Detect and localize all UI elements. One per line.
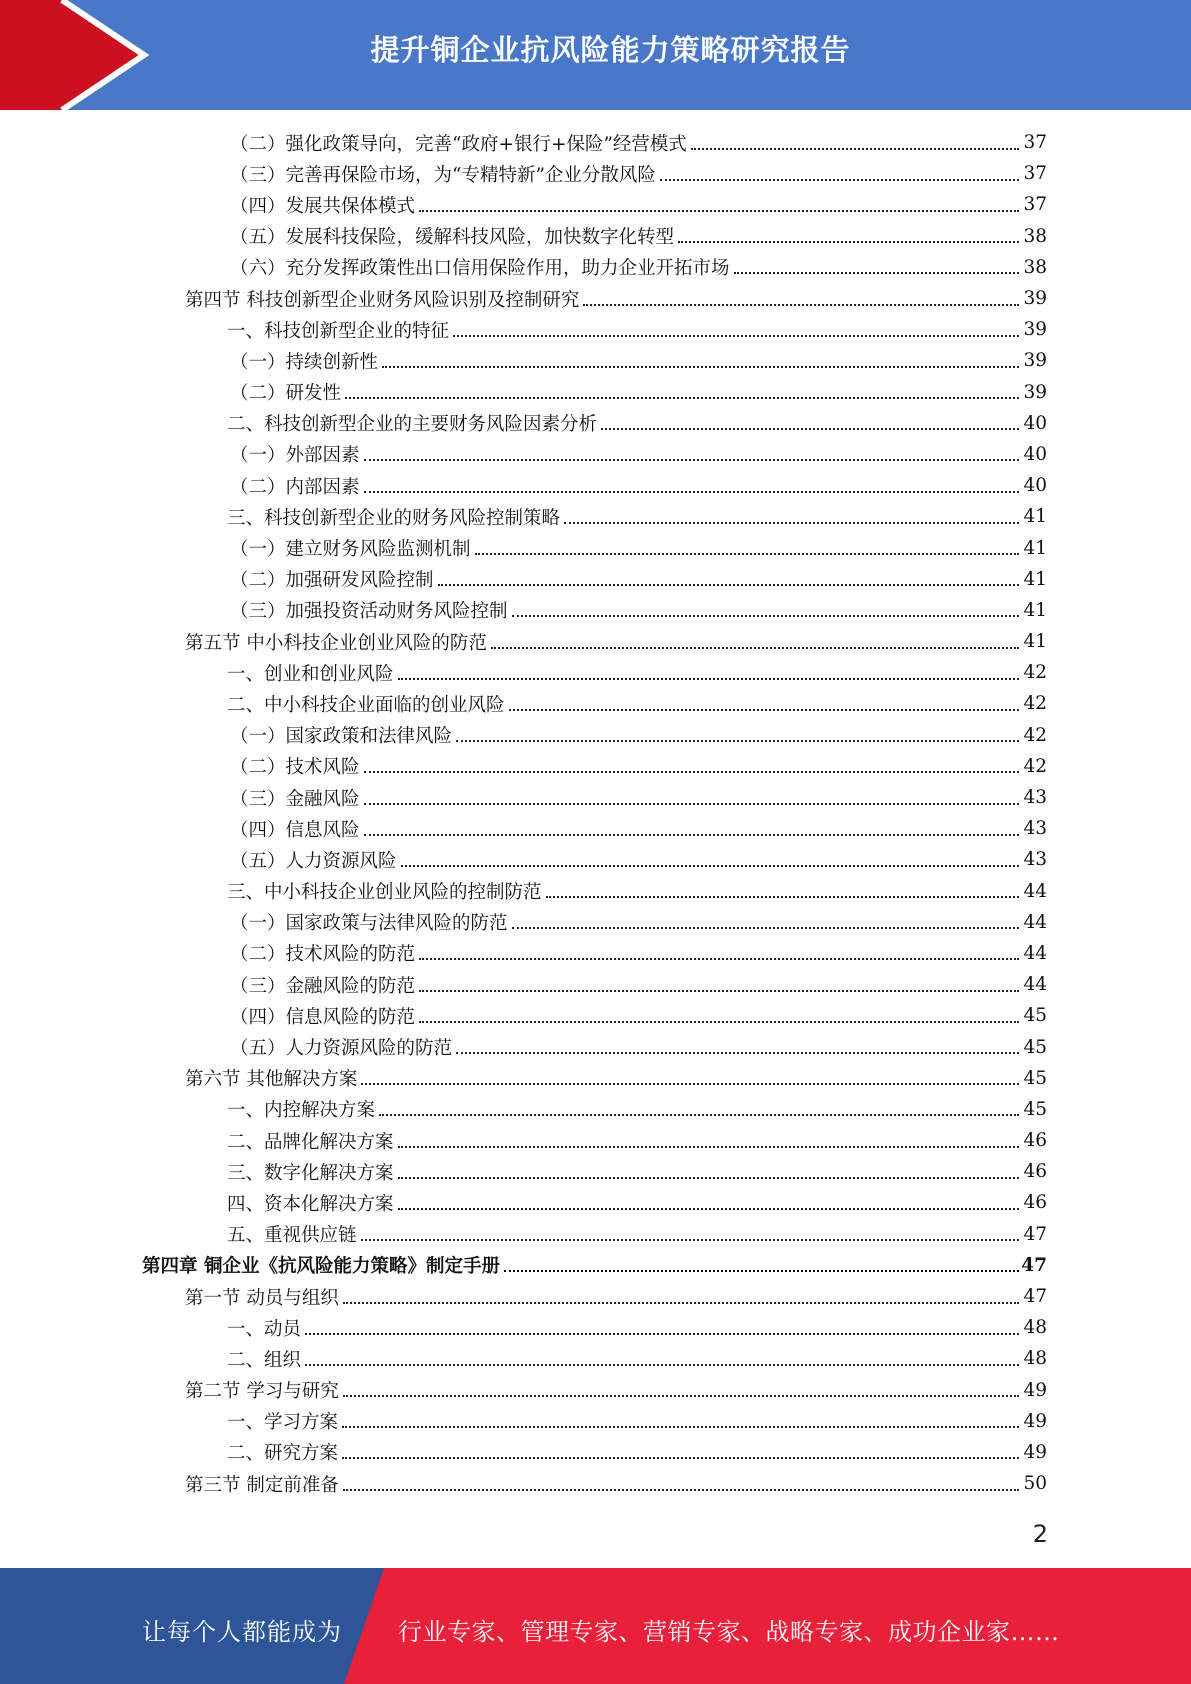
toc-leader-dots — [401, 865, 1019, 867]
toc-entry-page: 37 — [1023, 194, 1047, 216]
toc-entry-page: 39 — [1023, 381, 1047, 403]
toc-entry-page: 43 — [1023, 818, 1047, 840]
toc-entry[interactable] — [0, 969, 1191, 1000]
toc-entry[interactable] — [0, 1406, 1191, 1437]
toc-entry-page: 49 — [1023, 1379, 1047, 1401]
toc-entry[interactable] — [0, 1094, 1191, 1125]
toc-entry[interactable] — [0, 439, 1191, 470]
toc-entry[interactable] — [0, 626, 1191, 657]
toc-entry-page: 46 — [1023, 1161, 1047, 1183]
toc-entry[interactable] — [0, 1063, 1191, 1094]
toc-entry-label: 二、组织 — [227, 1349, 302, 1371]
toc-entry-page: 40 — [1023, 412, 1047, 434]
toc-entry-label: （五）人力资源风险 — [230, 850, 397, 872]
toc-leader-dots — [601, 428, 1019, 430]
toc-leader-dots — [364, 771, 1019, 773]
toc-entry-page: 45 — [1023, 1098, 1047, 1120]
toc-entry[interactable] — [0, 1000, 1191, 1031]
toc-entry-label: 二、研究方案 — [227, 1443, 339, 1465]
footer-slogan-left: 让每个人都能成为 — [142, 1618, 342, 1646]
toc-leader-dots — [305, 1333, 1019, 1335]
toc-entry-page: 41 — [1023, 631, 1047, 653]
toc-entry-page: 45 — [1023, 1067, 1047, 1089]
toc-entry-page: 42 — [1023, 724, 1047, 746]
toc-entry-label: 二、品牌化解决方案 — [227, 1131, 394, 1153]
toc-entry-page: 48 — [1023, 1317, 1047, 1339]
toc-entry[interactable] — [0, 345, 1191, 376]
toc-leader-dots — [419, 210, 1019, 212]
toc-entry-label: （二）技术风险 — [230, 757, 360, 779]
toc-entry-label: （三）完善再保险市场，为“专精特新”企业分散风险 — [230, 164, 656, 186]
toc-entry-page: 44 — [1023, 880, 1047, 902]
toc-entry-label: （一）外部因素 — [230, 445, 360, 467]
toc-entry-page: 39 — [1023, 288, 1047, 310]
toc-entry-page: 40 — [1023, 475, 1047, 497]
toc-entry-page: 42 — [1023, 755, 1047, 777]
toc-leader-dots — [583, 304, 1019, 306]
toc-entry[interactable] — [0, 657, 1191, 688]
toc-entry-page: 42 — [1023, 693, 1047, 715]
toc-entry-label: 三、科技创新型企业的财务风险控制策略 — [227, 507, 561, 529]
toc-entry[interactable] — [0, 221, 1191, 252]
toc-entry[interactable] — [0, 501, 1191, 532]
page-header — [0, 0, 1191, 110]
toc-entry-page: 41 — [1023, 599, 1047, 621]
toc-entry-page: 47 — [1023, 1286, 1047, 1308]
toc-entry[interactable] — [0, 1281, 1191, 1312]
toc-entry[interactable] — [0, 127, 1191, 158]
toc-entry-label: （二）内部因素 — [230, 476, 360, 498]
toc-entry-label: 一、学习方案 — [227, 1412, 339, 1434]
toc-leader-dots — [345, 397, 1019, 399]
toc-leader-dots — [364, 491, 1019, 493]
toc-entry-page: 43 — [1023, 787, 1047, 809]
toc-entry[interactable] — [0, 907, 1191, 938]
toc-leader-dots — [342, 1457, 1019, 1459]
toc-entry-page: 46 — [1023, 1192, 1047, 1214]
toc-entry-page: 39 — [1023, 350, 1047, 372]
toc-leader-dots — [364, 834, 1019, 836]
toc-leader-dots — [342, 1426, 1019, 1428]
toc-leader-dots — [361, 1239, 1019, 1241]
toc-entry-label: 一、内控解决方案 — [227, 1100, 376, 1122]
toc-entry[interactable] — [0, 470, 1191, 501]
toc-entry[interactable] — [0, 844, 1191, 875]
toc-entry[interactable] — [0, 189, 1191, 220]
toc-entry-page: 50 — [1023, 1473, 1047, 1495]
toc-entry[interactable] — [0, 876, 1191, 907]
toc-leader-dots — [512, 615, 1019, 617]
toc-entry-label: 第六节 其他解决方案 — [185, 1069, 358, 1091]
toc-entry-label: （一）建立财务风险监测机制 — [230, 539, 471, 561]
toc-entry[interactable] — [0, 408, 1191, 439]
toc-entry[interactable] — [0, 720, 1191, 751]
toc-entry[interactable] — [0, 1437, 1191, 1468]
toc-entry-label: （六）充分发挥政策性出口信用保险作用，助力企业开拓市场 — [230, 258, 730, 280]
toc-entry[interactable] — [0, 314, 1191, 345]
toc-entry[interactable] — [0, 938, 1191, 969]
toc-leader-dots — [364, 803, 1019, 805]
toc-entry-page: 48 — [1023, 1348, 1047, 1370]
toc-entry-label: （二）强化政策导向，完善“政府+银行+保险”经营模式 — [230, 133, 687, 155]
toc-leader-dots — [456, 1052, 1019, 1054]
toc-entry[interactable] — [0, 1343, 1191, 1374]
toc-entry[interactable] — [0, 1219, 1191, 1250]
toc-leader-dots — [509, 709, 1019, 711]
toc-leader-dots — [361, 1083, 1019, 1085]
toc-entry-label: （四）信息风险 — [230, 819, 360, 841]
toc-entry-label: 第四章 铜企业《抗风险能力策略》制定手册 — [142, 1256, 500, 1278]
toc-entry-label: 第五节 中小科技企业创业风险的防范 — [185, 632, 487, 654]
toc-entry-page: 37 — [1023, 132, 1047, 154]
toc-leader-dots — [419, 958, 1019, 960]
toc-entry-label: 第一节 动员与组织 — [185, 1287, 339, 1309]
toc-leader-dots — [438, 584, 1019, 586]
toc-entry[interactable] — [0, 1468, 1191, 1499]
toc-leader-dots — [475, 553, 1019, 555]
toc-leader-dots — [305, 1364, 1019, 1366]
toc-entry-label: （二）技术风险的防范 — [230, 944, 416, 966]
toc-entry[interactable] — [0, 782, 1191, 813]
toc-entry-label: 三、中小科技企业创业风险的控制防范 — [227, 882, 542, 904]
toc-leader-dots — [382, 366, 1019, 368]
toc-leader-dots — [379, 1114, 1019, 1116]
toc-entry-label: 第二节 学习与研究 — [185, 1381, 339, 1403]
toc-entry-label: （五）人力资源风险的防范 — [230, 1038, 453, 1060]
toc-entry-label: （一）持续创新性 — [230, 351, 379, 373]
toc-entry-label: 第三节 制定前准备 — [185, 1474, 339, 1496]
toc-leader-dots — [343, 1395, 1019, 1397]
toc-entry-page: 41 — [1023, 537, 1047, 559]
toc-leader-dots — [660, 179, 1019, 181]
toc-entry-label: 第四节 科技创新型企业财务风险识别及控制研究 — [185, 289, 580, 311]
toc-entry-label: （二）研发性 — [230, 383, 342, 405]
toc-leader-dots — [398, 678, 1019, 680]
toc-entry[interactable] — [0, 595, 1191, 626]
toc-entry[interactable] — [0, 1375, 1191, 1406]
toc-entry-page: 40 — [1023, 443, 1047, 465]
toc-entry-label: （二）加强研发风险控制 — [230, 570, 434, 592]
toc-leader-dots — [398, 1208, 1019, 1210]
toc-entry-label: （一）国家政策和法律风险 — [230, 726, 453, 748]
toc-entry-page: 41 — [1023, 506, 1047, 528]
toc-entry-page: 44 — [1023, 911, 1047, 933]
toc-leader-dots — [678, 241, 1019, 243]
toc-entry-page: 37 — [1023, 163, 1047, 185]
page-footer — [0, 1568, 1191, 1684]
toc-entry-page: 46 — [1023, 1130, 1047, 1152]
toc-leader-dots — [364, 459, 1019, 461]
toc-entry-page: 49 — [1023, 1410, 1047, 1432]
toc-entry[interactable] — [0, 377, 1191, 408]
toc-entry-page: 44 — [1023, 974, 1047, 996]
toc-leader-dots — [546, 896, 1019, 898]
toc-leader-dots — [419, 990, 1019, 992]
table-of-contents — [0, 127, 1191, 1499]
toc-entry-label: 五、重视供应链 — [227, 1225, 357, 1247]
toc-entry-page: 44 — [1023, 942, 1047, 964]
toc-entry-label: （五）发展科技保险，缓解科技风险，加快数字化转型 — [230, 227, 675, 249]
toc-entry-page: 45 — [1023, 1005, 1047, 1027]
toc-entry-label: （四）信息风险的防范 — [230, 1006, 416, 1028]
toc-entry-label: （四）发展共保体模式 — [230, 195, 416, 217]
toc-entry-label: （三）金融风险 — [230, 788, 360, 810]
toc-entry-page: 47 — [1023, 1223, 1047, 1245]
toc-entry-page: 47 — [1021, 1254, 1047, 1276]
toc-entry[interactable] — [0, 252, 1191, 283]
toc-entry-label: 一、科技创新型企业的特征 — [227, 320, 450, 342]
toc-entry-label: 二、中小科技企业面临的创业风险 — [227, 694, 505, 716]
toc-leader-dots — [419, 1021, 1019, 1023]
toc-leader-dots — [564, 522, 1019, 524]
toc-entry[interactable] — [0, 1031, 1191, 1062]
footer-slogan-right: 行业专家、管理专家、营销专家、战略专家、成功企业家…… — [398, 1618, 1060, 1646]
toc-entry-page: 49 — [1023, 1441, 1047, 1463]
toc-leader-dots — [691, 148, 1019, 150]
toc-entry-page: 38 — [1023, 256, 1047, 278]
toc-leader-dots — [504, 1270, 1019, 1272]
toc-leader-dots — [398, 1146, 1019, 1148]
toc-leader-dots — [512, 927, 1019, 929]
toc-entry[interactable] — [0, 1187, 1191, 1218]
toc-entry-label: （三）金融风险的防范 — [230, 975, 416, 997]
toc-entry-page: 39 — [1023, 319, 1047, 341]
toc-entry[interactable] — [0, 283, 1191, 314]
toc-entry-page: 45 — [1023, 1036, 1047, 1058]
toc-entry[interactable] — [0, 532, 1191, 563]
toc-entry-label: 四、资本化解决方案 — [227, 1193, 394, 1215]
toc-entry[interactable] — [0, 1156, 1191, 1187]
toc-entry-label: （三）加强投资活动财务风险控制 — [230, 601, 508, 623]
toc-entry[interactable] — [0, 813, 1191, 844]
toc-leader-dots — [343, 1489, 1019, 1491]
toc-entry-label: 三、数字化解决方案 — [227, 1162, 394, 1184]
document-title: 提升铜企业抗风险能力策略研究报告 — [370, 33, 851, 67]
toc-entry-label: 二、科技创新型企业的主要财务风险因素分析 — [227, 414, 598, 436]
toc-leader-dots — [734, 272, 1019, 274]
toc-leader-dots — [343, 1302, 1019, 1304]
toc-leader-dots — [456, 740, 1019, 742]
toc-entry-page: 42 — [1023, 662, 1047, 684]
toc-entry[interactable] — [0, 1125, 1191, 1156]
toc-entry-page: 41 — [1023, 568, 1047, 590]
toc-entry-label: 一、动员 — [227, 1318, 302, 1340]
toc-entry[interactable] — [0, 688, 1191, 719]
toc-entry-label: （一）国家政策与法律风险的防范 — [230, 913, 508, 935]
toc-entry[interactable] — [0, 158, 1191, 189]
toc-leader-dots — [491, 647, 1019, 649]
toc-entry-page: 43 — [1023, 849, 1047, 871]
toc-entry[interactable] — [0, 564, 1191, 595]
page-number: 2 — [1032, 1520, 1048, 1548]
toc-leader-dots — [453, 335, 1019, 337]
toc-leader-dots — [398, 1177, 1019, 1179]
toc-entry-label: 一、创业和创业风险 — [227, 663, 394, 685]
toc-entry[interactable] — [0, 1250, 1191, 1281]
toc-entry[interactable] — [0, 751, 1191, 782]
toc-entry[interactable] — [0, 1312, 1191, 1343]
toc-entry-page: 38 — [1023, 225, 1047, 247]
